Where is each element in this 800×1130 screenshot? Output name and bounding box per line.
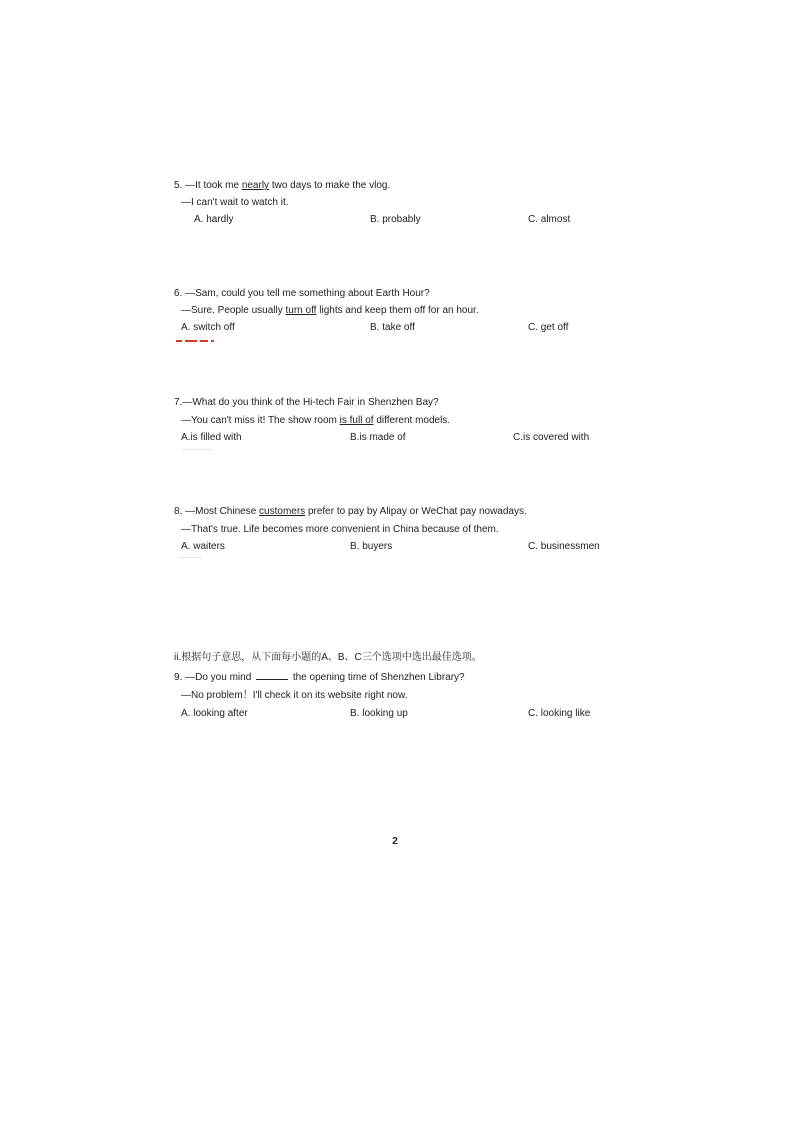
q8-underlined-word: customers	[259, 506, 306, 517]
q9-answer-blank	[256, 670, 288, 680]
page-number: 2	[392, 836, 398, 847]
q9-question	[174, 670, 465, 684]
q8-question	[174, 506, 527, 518]
q5-question	[174, 180, 390, 192]
q6-reply-post: lights and keep them off for an hour.	[316, 305, 479, 316]
q6-option-c: C. get off	[528, 322, 569, 333]
q9-option-b: B. looking up	[350, 708, 408, 719]
q7-reply-pre: —You can't miss it! The show room	[181, 415, 340, 426]
faint-scan-line	[182, 449, 212, 450]
q6-question: 6. —Sam, could you tell me something about Earth Hour?	[174, 288, 430, 299]
q7-question: 7.—What do you think of the Hi-tech Fair in Shenzhen Bay?	[174, 397, 439, 408]
q8-option-c: C. businessmen	[528, 541, 600, 552]
q6-reply-pre: —Sure. People usually	[181, 305, 286, 316]
q7-underlined-phrase: is full of	[339, 415, 374, 426]
red-cutoff-mark	[176, 340, 220, 343]
q8-option-a: A. waiters	[181, 541, 225, 552]
q6-option-b: B. take off	[370, 322, 415, 333]
q7-reply	[181, 415, 450, 427]
q8-option-b: B. buyers	[350, 541, 393, 552]
section-ii-instruction: ii.根据句子意思，从下面每小题的A、B、C三个选项中选出最佳选项。	[174, 652, 482, 663]
q5-question-post: two days to make the vlog.	[269, 180, 391, 191]
q5-underlined-word: nearly	[241, 180, 270, 191]
q5-reply: —I can't wait to watch it.	[181, 197, 289, 208]
q7-option-c: C.is covered with	[513, 432, 590, 443]
q5-option-c: C. almost	[528, 214, 571, 225]
q7-option-b: B.is made of	[350, 432, 406, 443]
faint-scan-line	[178, 557, 202, 558]
q5-option-b: B. probably	[370, 214, 421, 225]
q5-option-a: A. hardly	[194, 214, 234, 225]
q6-underlined-phrase: turn off	[285, 305, 317, 316]
q9-question-pre: 9. —Do you mind	[174, 672, 255, 683]
q9-option-a: A. looking after	[181, 708, 248, 719]
q9-question-post: the opening time of Shenzhen Library?	[290, 672, 465, 683]
q7-reply-post: different models.	[373, 415, 451, 426]
q5-question-pre: 5. —It took me	[174, 180, 242, 191]
q6-reply	[181, 305, 479, 317]
q8-question-pre: 8. —Most Chinese	[174, 506, 260, 517]
q6-option-a: A. switch off	[181, 322, 235, 333]
q9-option-c: C. looking like	[528, 708, 591, 719]
q7-option-a: A.is filled with	[181, 432, 242, 443]
q8-reply: —That's true. Life becomes more convenient in China because of them.	[181, 524, 499, 535]
q9-reply: —No problem！I'll check it on its website right now.	[181, 690, 408, 701]
q8-question-post: prefer to pay by Alipay or WeChat pay nowadays.	[305, 506, 527, 517]
